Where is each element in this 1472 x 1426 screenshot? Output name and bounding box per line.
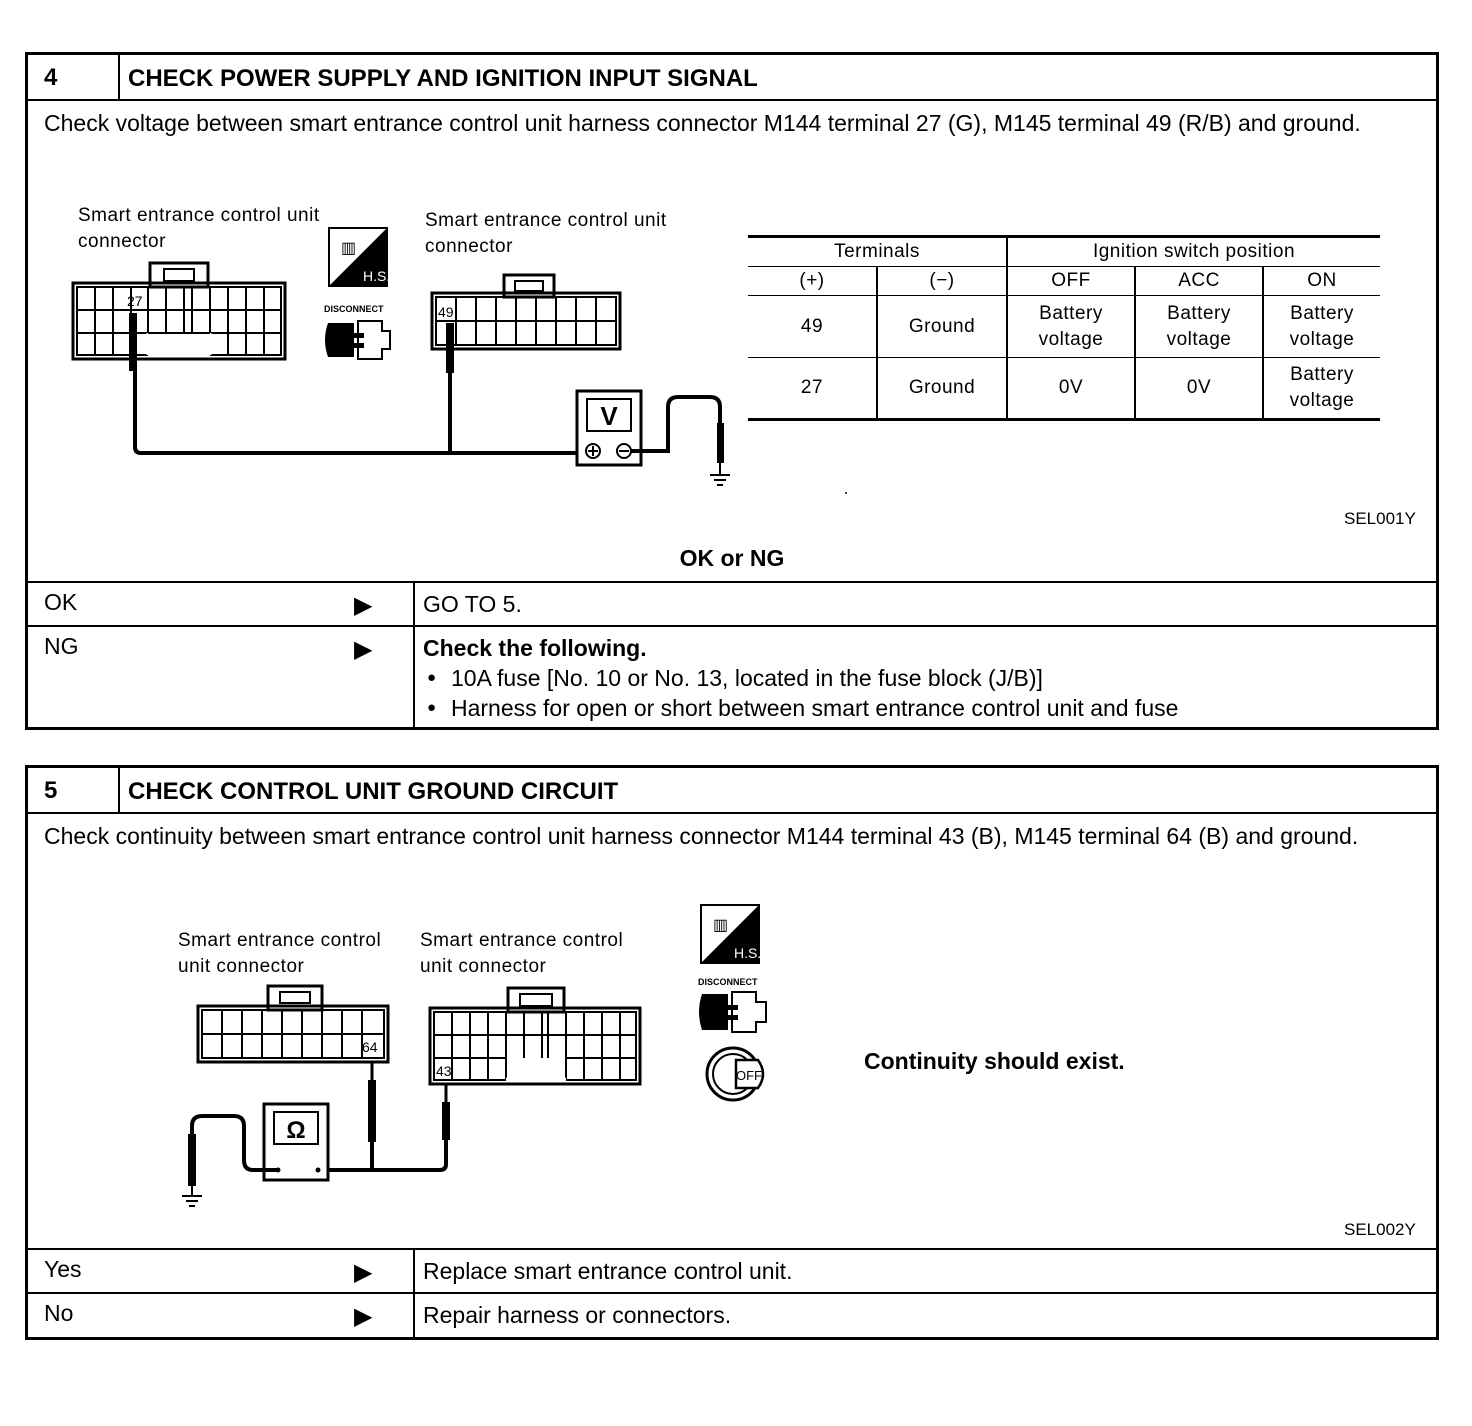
step-5-block [25,765,1439,1340]
voltmeter-icon [577,391,641,465]
ground-symbol-icon [182,1186,202,1206]
connector-m144 [73,263,285,359]
arrow-right-icon: ▶ [354,592,373,619]
hs-label: H.S. [734,945,762,961]
result-action-yes: Replace smart entrance control unit. [423,1258,793,1284]
terminal-number-label: 27 [127,293,143,309]
result-prompt: OK or NG [679,545,785,571]
step-instruction: Check voltage between smart entrance control unit harness connector M144 terminal 27 (G), M145 terminal 49 (R/B) and ground. [44,110,1361,136]
result-label-yes: Yes [44,1256,82,1282]
step-number: 4 [28,55,120,99]
terminal-number-label: 64 [362,1039,378,1055]
result-action-ok: GO TO 5. [423,591,522,617]
connector-m145 [198,986,388,1062]
result-action-ng [423,633,1178,723]
ground-symbol-icon [710,463,730,485]
result-row-yes [28,1248,1436,1292]
disconnect-icon [699,992,766,1032]
table-cell: Ground [877,358,1007,420]
table-row [748,358,1380,420]
list-item: ● Harness for open or short between smart entrance control unit and fuse [423,693,1178,723]
connector-label: Smart entrance control unit connector [420,930,624,977]
meter-symbol: V [600,401,618,431]
table-col-off: OFF [1007,267,1135,296]
step-title: CHECK CONTROL UNIT GROUND CIRCUIT [128,778,619,805]
ignition-off-label: OFF [736,1068,762,1083]
table-cell: Battery voltage [1135,296,1263,358]
table-cell: Battery voltage [1263,296,1380,358]
result-row-ng [28,625,1436,727]
result-row-ok [28,581,1436,625]
table-col-plus: (+) [748,267,877,296]
disconnect-label: DISCONNECT [698,977,758,987]
table-col-minus: (−) [877,267,1007,296]
table-col-acc: ACC [1135,267,1263,296]
meter-symbol: Ω [286,1117,306,1144]
svg-text:▥: ▥ [341,240,357,257]
connector-m144 [430,988,640,1084]
result-label-ok: OK [44,589,78,615]
step-4-wiring-diagram [28,55,748,495]
result-row-no [28,1292,1436,1337]
table-cell: 27 [748,358,877,420]
table-header-terminals: Terminals [748,237,1007,267]
connector-label: Smart entrance control unit connector [78,205,320,252]
table-col-on: ON [1263,267,1380,296]
figure-code: SEL002Y [1344,1220,1416,1239]
arrow-right-icon: ▶ [354,1259,373,1286]
terminal-number-label: 49 [438,304,454,320]
result-label-no: No [44,1300,74,1326]
table-cell: Battery voltage [1263,358,1380,420]
result-label-ng: NG [44,633,79,659]
harness-side-icon [329,228,390,286]
ignition-off-icon [707,1048,763,1100]
step-title: CHECK POWER SUPPLY AND IGNITION INPUT SIGNAL [128,65,758,92]
table-cell: Ground [877,296,1007,358]
table-cell: 49 [748,296,877,358]
table-row [748,296,1380,358]
table-cell: Battery voltage [1007,296,1135,358]
terminal-voltage-table [748,235,1380,421]
table-cell: 0V [1135,358,1263,420]
continuity-note: Continuity should exist. [864,1048,1125,1074]
figure-code: SEL001Y [1344,509,1416,528]
result-action-no: Repair harness or connectors. [423,1302,732,1328]
step-instruction: Check continuity between smart entrance control unit harness connector M144 terminal 43 (B), M145 terminal 64 (B) and ground. [44,823,1359,849]
terminal-number-label: 43 [436,1063,452,1079]
hs-label: H.S. [363,268,391,284]
svg-text:▥: ▥ [713,917,729,934]
ng-action-title: Check the following. [423,635,647,661]
table-cell: 0V [1007,358,1135,420]
step-5-wiring-diagram [28,768,788,1208]
step-number: 5 [28,768,120,812]
arrow-right-icon: ▶ [354,636,373,663]
disconnect-icon [325,321,390,359]
list-item: ● 10A fuse [No. 10 or No. 13, located in the fuse block (J/B)] [423,663,1178,693]
harness-side-icon [701,905,761,963]
table-header-ignition: Ignition switch position [1007,237,1380,267]
connector-m145 [432,275,620,349]
disconnect-label: DISCONNECT [324,304,384,314]
connector-label: Smart entrance control unit connector [425,210,667,257]
step-4-block [25,52,1439,730]
arrow-right-icon: ▶ [354,1303,373,1330]
connector-label: Smart entrance control unit connector [178,930,382,977]
